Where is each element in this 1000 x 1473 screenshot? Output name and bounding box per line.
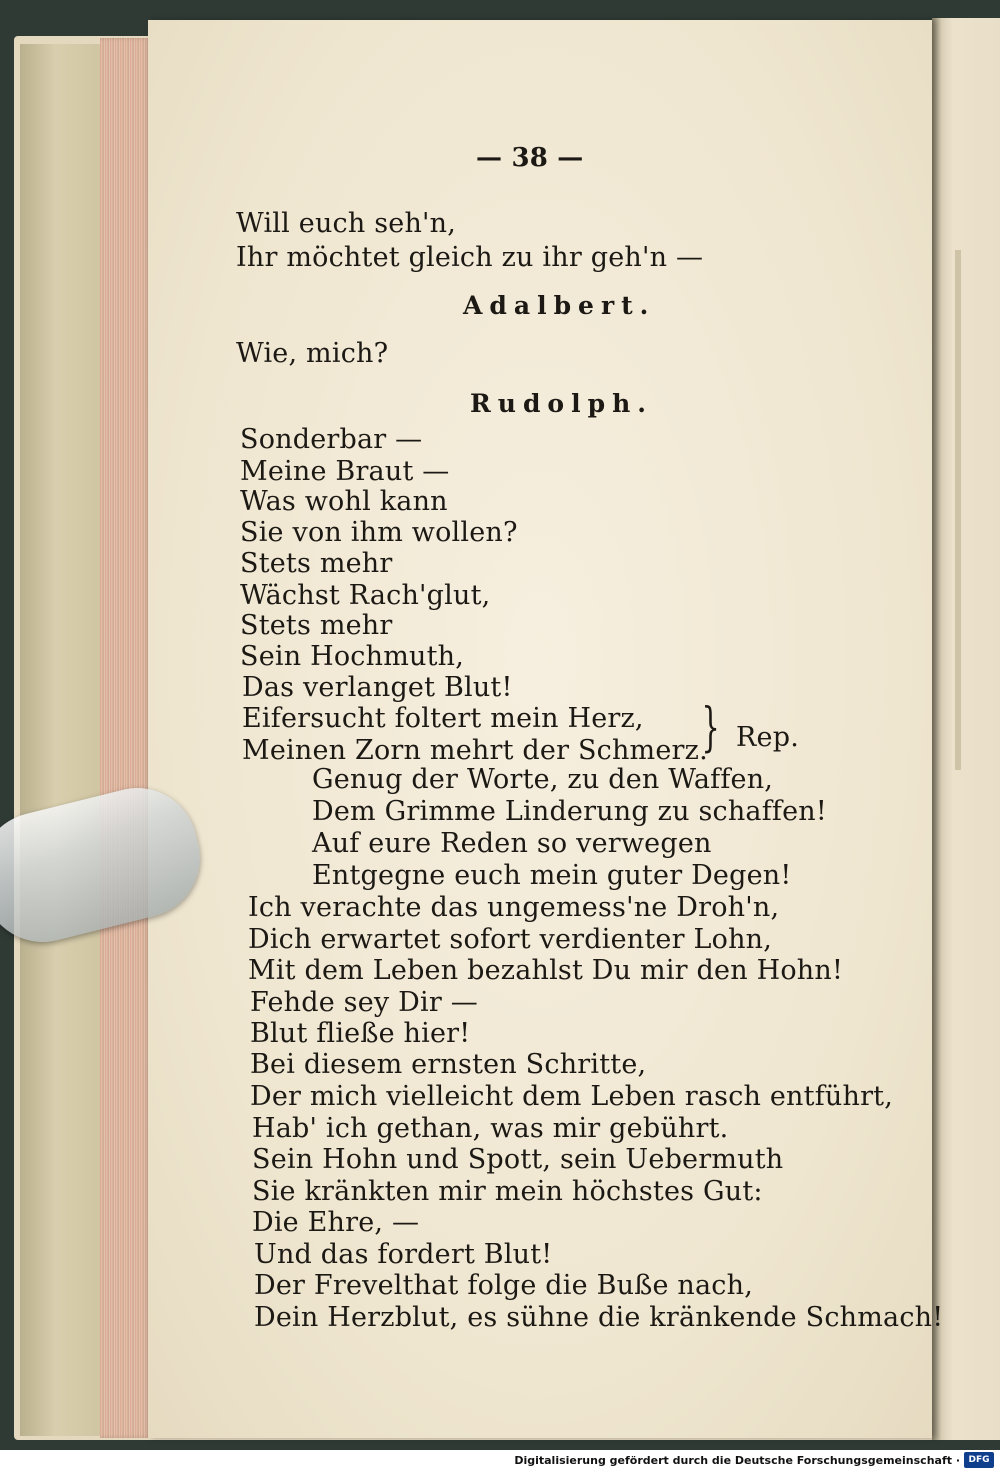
verse-line: Entgegne euch mein guter Degen! [312,860,792,891]
repeat-marker: Rep. [736,722,799,753]
verse-line: Wächst Rach'glut, [240,580,491,611]
repeat-brace: } [701,698,720,758]
page-number: — 38 — [476,143,584,173]
dfg-logo: DFG [964,1452,994,1468]
verse-line: Was wohl kann [240,486,448,517]
verse-line: Die Ehre, — [252,1207,420,1238]
verse-line: Eifersucht foltert mein Herz, [242,703,644,734]
verse-line: Sein Hohn und Spott, sein Uebermuth [252,1144,784,1175]
verse-line: Sie von ihm wollen? [240,517,518,548]
verse-line: Auf eure Reden so verwegen [312,828,712,859]
verse-line: Das verlanget Blut! [242,672,513,703]
verse-line: Fehde sey Dir — [250,987,478,1018]
verse-line: Stets mehr [240,548,393,579]
verse-line: Und das fordert Blut! [254,1239,553,1270]
verse-line: Ich verachte das ungemess'ne Droh'n, [248,892,780,923]
speaker-name: Rudolph. [470,389,653,418]
verse-line: Sie kränkten mir mein höchstes Gut: [252,1176,763,1207]
verse-line: Bei diesem ernsten Schritte, [250,1049,647,1080]
verse-line: Will euch seh'n, [236,208,457,239]
verse-line: Mit dem Leben bezahlst Du mir den Hohn! [248,955,844,986]
verse-line: Ihr möchtet gleich zu ihr geh'n — [236,242,704,273]
verse-line: Genug der Worte, zu den Waffen, [312,764,774,795]
verse-line: Dein Herzblut, es sühne die kränkende Schmach! [254,1302,944,1333]
verse-line: Hab' ich gethan, was mir gebührt. [252,1113,729,1144]
speaker-name: Adalbert. [463,291,656,320]
verse-line: Blut fließe hier! [250,1018,471,1049]
verse-line: Meinen Zorn mehrt der Schmerz. [242,735,708,766]
verse-line: Dem Grimme Linderung zu schaffen! [312,796,827,827]
verse-line: Stets mehr [240,610,393,641]
verse-line: Der mich vielleicht dem Leben rasch entführt, [250,1081,894,1112]
verse-line: Sonderbar — [240,424,423,455]
digitization-credit: Digitalisierung gefördert durch die Deutsche Forschungsgemeinschaft · [514,1454,960,1467]
verse-line: Meine Braut — [240,456,450,487]
verse-line: Sein Hochmuth, [240,641,465,672]
verse-line: Der Frevelthat folge die Buße nach, [254,1270,753,1301]
verse-line: Wie, mich? [236,338,389,369]
verse-line: Dich erwartet sofort verdienter Lohn, [248,924,773,955]
